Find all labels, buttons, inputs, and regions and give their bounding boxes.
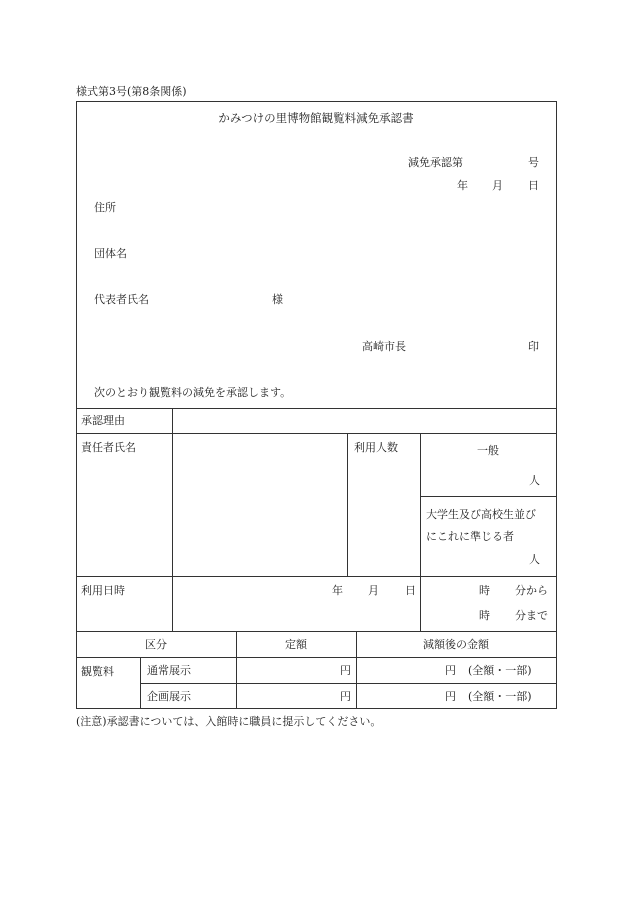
special-exhibit-label: 企画展示 bbox=[147, 690, 191, 703]
regular-fixed-yen: 円 bbox=[340, 664, 351, 677]
reduced-amount-header: 減額後の金額 bbox=[423, 638, 489, 651]
usage-day: 日 bbox=[405, 584, 416, 597]
time-to-minute: 分まで bbox=[515, 609, 548, 622]
table1-users-divider bbox=[420, 496, 557, 497]
approval-number-prefix: 減免承認第 bbox=[408, 156, 463, 169]
regular-after-yen: 円 bbox=[445, 664, 456, 677]
students-label-line1: 大学生及び高校生並び bbox=[426, 508, 536, 521]
form-label: 様式第3号(第8条関係) bbox=[76, 85, 187, 98]
document-title: かみつけの里博物館観覧料減免承認書 bbox=[218, 111, 414, 125]
table2-row-divider bbox=[76, 657, 557, 658]
date-day: 日 bbox=[528, 179, 539, 192]
usage-year: 年 bbox=[332, 584, 343, 597]
special-fixed-yen: 円 bbox=[340, 690, 351, 703]
general-label: 一般 bbox=[477, 444, 499, 457]
address-label: 住所 bbox=[94, 201, 116, 214]
approval-number-suffix: 号 bbox=[528, 156, 539, 169]
table1-col-divider bbox=[347, 433, 348, 576]
approval-statement: 次のとおり観覧料の減免を承認します。 bbox=[94, 386, 292, 399]
approval-document-box bbox=[76, 101, 557, 409]
date-month: 月 bbox=[492, 179, 503, 192]
table2-col-divider bbox=[356, 631, 357, 709]
number-of-users-label: 利用人数 bbox=[354, 441, 398, 454]
table1-col-divider bbox=[420, 433, 421, 632]
group-name-label: 団体名 bbox=[94, 247, 127, 260]
regular-after-note: (全額・一部) bbox=[468, 664, 532, 677]
students-label-line2: にこれに準じる者 bbox=[426, 530, 514, 543]
admission-fee-label: 観覧料 bbox=[81, 665, 114, 678]
representative-label: 代表者氏名 bbox=[94, 293, 149, 306]
table2-row-divider bbox=[140, 683, 557, 684]
regular-exhibit-label: 通常展示 bbox=[147, 664, 191, 677]
students-person-unit: 人 bbox=[529, 553, 540, 566]
approval-reason-label: 承認理由 bbox=[81, 414, 125, 427]
category-header: 区分 bbox=[145, 638, 167, 651]
seal-mark: 印 bbox=[528, 340, 539, 353]
notice-text: (注意)承認書については、入館時に職員に提示してください。 bbox=[76, 715, 382, 728]
table1-col-divider bbox=[172, 408, 173, 632]
table1-row-divider bbox=[76, 433, 557, 434]
special-after-yen: 円 bbox=[445, 690, 456, 703]
usage-datetime-label: 利用日時 bbox=[81, 584, 125, 597]
time-from-hour: 時 bbox=[479, 584, 490, 597]
special-after-note: (全額・一部) bbox=[468, 690, 532, 703]
honorific: 様 bbox=[272, 293, 283, 306]
general-person-unit: 人 bbox=[529, 474, 540, 487]
usage-month: 月 bbox=[368, 584, 379, 597]
fixed-amount-header: 定額 bbox=[285, 638, 307, 651]
table2-col-divider bbox=[140, 657, 141, 709]
responsible-person-label: 責任者氏名 bbox=[81, 441, 136, 454]
time-from-minute: 分から bbox=[515, 584, 548, 597]
time-to-hour: 時 bbox=[479, 609, 490, 622]
table2-col-divider bbox=[236, 631, 237, 709]
table1-row-divider bbox=[76, 576, 557, 577]
issuer-name: 高崎市長 bbox=[362, 340, 406, 353]
date-year: 年 bbox=[457, 179, 468, 192]
